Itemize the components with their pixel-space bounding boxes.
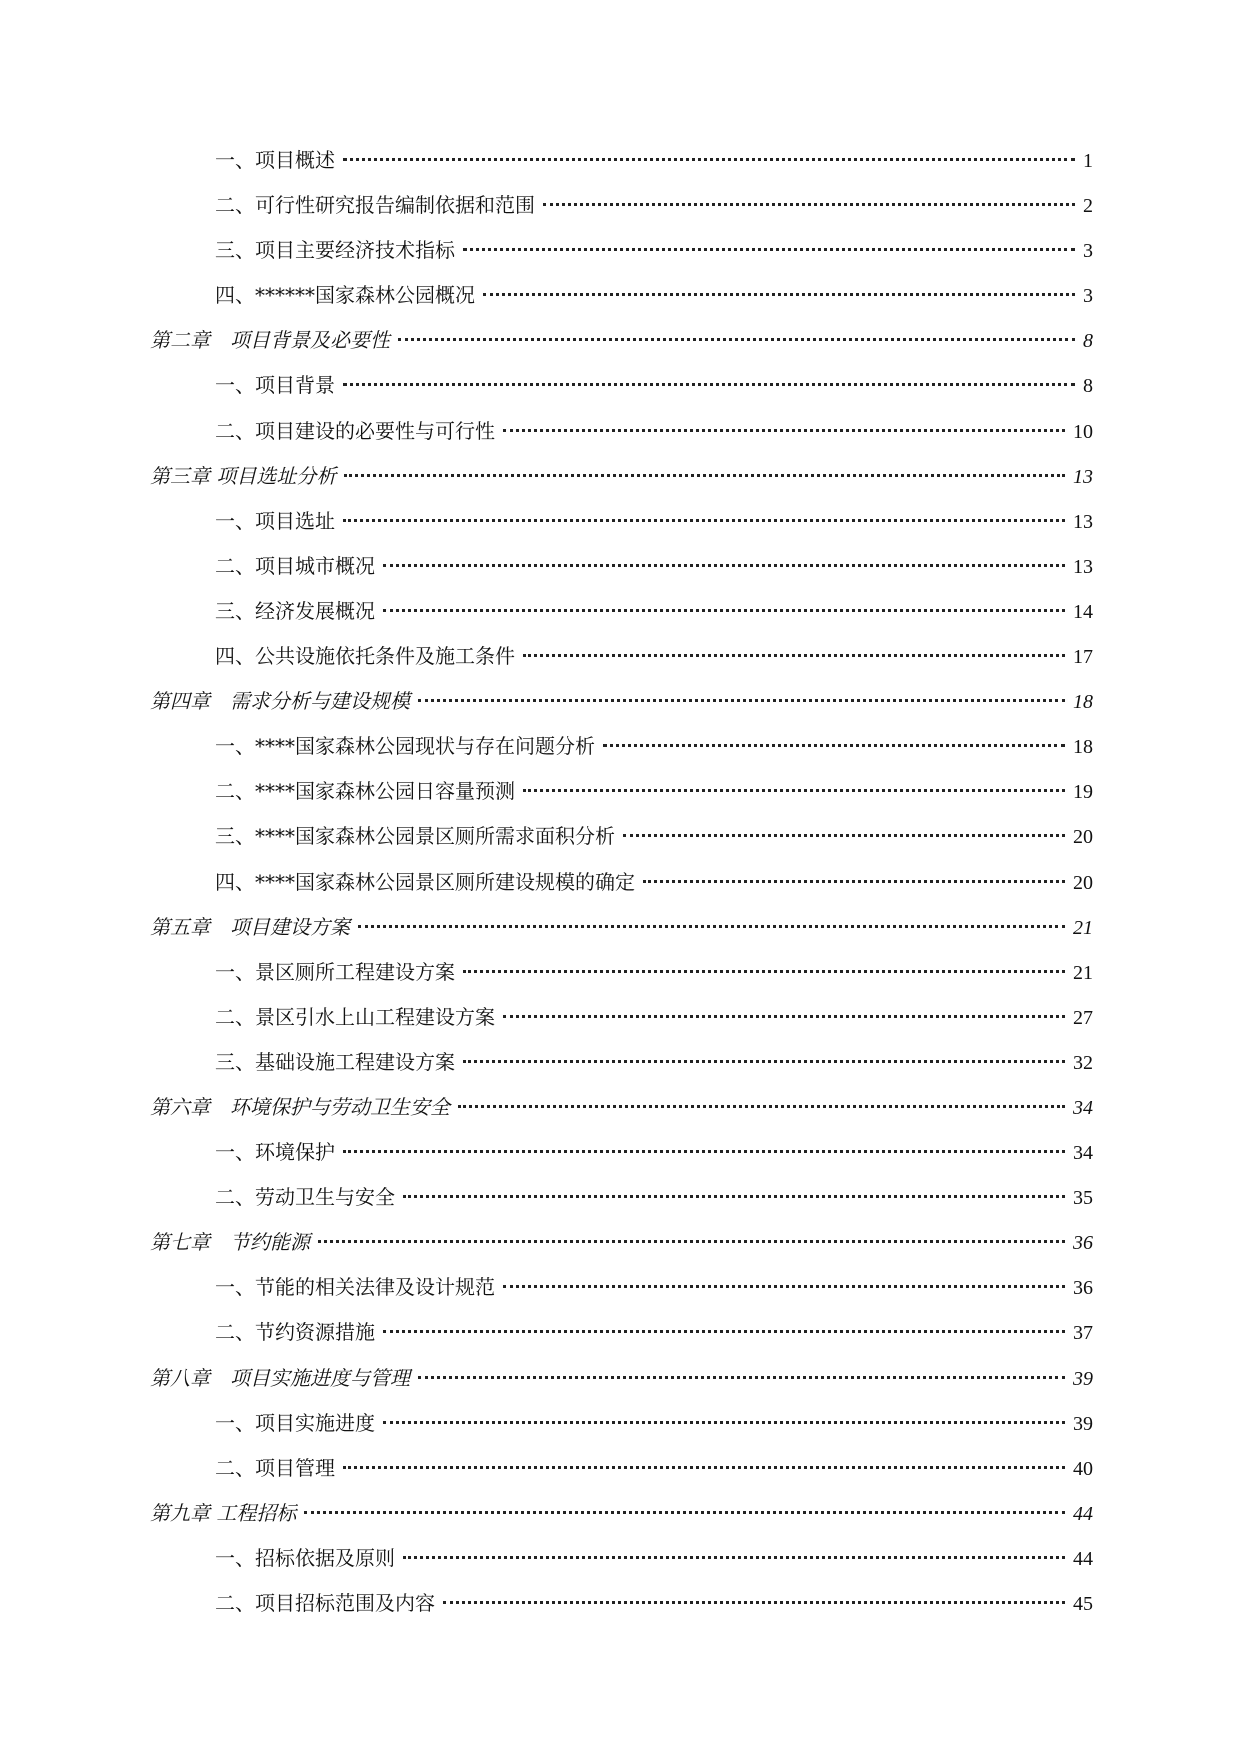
toc-section-entry[interactable] <box>0 957 1241 1002</box>
toc-page-number: 34 <box>1073 1096 1093 1119</box>
toc-entry-title: 二、项目建设的必要性与可行性 <box>215 418 495 443</box>
toc-leader-dots <box>343 383 1075 386</box>
toc-page-number: 20 <box>1073 871 1093 894</box>
toc-section-entry[interactable] <box>0 1588 1241 1633</box>
toc-chapter-entry[interactable] <box>0 686 1241 731</box>
toc-leader-dots <box>503 1285 1065 1288</box>
toc-leader-dots <box>523 789 1065 792</box>
toc-section-entry[interactable] <box>0 1272 1241 1317</box>
toc-page-number: 27 <box>1073 1006 1093 1029</box>
toc-page-number: 3 <box>1083 285 1093 308</box>
toc-leader-dots <box>383 1330 1065 1333</box>
toc-leader-dots <box>318 1240 1065 1243</box>
toc-entry-title: 二、项目管理 <box>215 1455 335 1480</box>
toc-entry-title: 一、项目实施进度 <box>215 1410 375 1435</box>
toc-page-number: 8 <box>1083 375 1093 398</box>
toc-section-entry[interactable] <box>0 280 1241 325</box>
toc-entry-title: 一、环境保护 <box>215 1140 335 1165</box>
toc-entry-title: 第七章 节约能源 <box>150 1230 310 1255</box>
toc-entry-title: 二、节约资源措施 <box>215 1320 375 1345</box>
toc-section-entry[interactable] <box>0 145 1241 190</box>
toc-leader-dots <box>398 338 1075 341</box>
toc-section-entry[interactable] <box>0 641 1241 686</box>
toc-entry-title: 第四章 需求分析与建设规模 <box>150 689 410 714</box>
toc-entry-title: 一、节能的相关法律及设计规范 <box>215 1275 495 1300</box>
toc-leader-dots <box>458 1105 1065 1108</box>
toc-page-number: 44 <box>1073 1547 1093 1570</box>
toc-page-number: 20 <box>1073 826 1093 849</box>
toc-entry-title: 二、景区引水上山工程建设方案 <box>215 1004 495 1029</box>
toc-entry-title: 二、****国家森林公园日容量预测 <box>215 779 515 804</box>
toc-page-number: 10 <box>1073 420 1093 443</box>
toc-leader-dots <box>304 1511 1065 1514</box>
toc-leader-dots <box>343 158 1075 161</box>
toc-page-number: 19 <box>1073 781 1093 804</box>
toc-entry-title: 第六章 环境保护与劳动卫生安全 <box>150 1094 450 1119</box>
toc-entry-title: 二、劳动卫生与安全 <box>215 1185 395 1210</box>
toc-entry-title: 二、可行性研究报告编制依据和范围 <box>215 193 535 218</box>
toc-page-number: 37 <box>1073 1322 1093 1345</box>
toc-section-entry[interactable] <box>0 551 1241 596</box>
toc-chapter-entry[interactable] <box>0 1092 1241 1137</box>
toc-section-entry[interactable] <box>0 776 1241 821</box>
toc-page-number: 13 <box>1073 465 1093 488</box>
toc-section-entry[interactable] <box>0 821 1241 866</box>
toc-leader-dots <box>358 925 1065 928</box>
toc-page-number: 18 <box>1073 736 1093 759</box>
toc-section-entry[interactable] <box>0 190 1241 235</box>
toc-page-number: 36 <box>1073 1277 1093 1300</box>
toc-page-number: 18 <box>1073 691 1093 714</box>
toc-entry-title: 第五章 项目建设方案 <box>150 914 350 939</box>
toc-leader-dots <box>463 1060 1065 1063</box>
toc-entry-title: 第三章 项目选址分析 <box>150 463 337 488</box>
toc-leader-dots <box>523 654 1065 657</box>
toc-leader-dots <box>343 1150 1065 1153</box>
toc-leader-dots <box>343 1466 1065 1469</box>
toc-entry-title: 第二章 项目背景及必要性 <box>150 328 390 353</box>
toc-chapter-entry[interactable] <box>0 912 1241 957</box>
toc-leader-dots <box>463 970 1065 973</box>
toc-leader-dots <box>603 744 1065 747</box>
toc-leader-dots <box>403 1195 1065 1198</box>
toc-leader-dots <box>418 1376 1065 1379</box>
toc-entry-title: 第八章 项目实施进度与管理 <box>150 1365 410 1390</box>
toc-page-number: 40 <box>1073 1457 1093 1480</box>
toc-leader-dots <box>418 699 1065 702</box>
toc-entry-title: 四、公共设施依托条件及施工条件 <box>215 644 515 669</box>
toc-page-number: 44 <box>1073 1502 1093 1525</box>
toc-entry-title: 二、项目城市概况 <box>215 553 375 578</box>
toc-section-entry[interactable] <box>0 1137 1241 1182</box>
toc-page-number: 1 <box>1083 150 1093 172</box>
toc-section-entry[interactable] <box>0 370 1241 415</box>
toc-leader-dots <box>383 1421 1065 1424</box>
toc-page-number: 21 <box>1073 961 1093 984</box>
toc-entry-title: 二、项目招标范围及内容 <box>215 1591 435 1615</box>
toc-entry-title: 三、****国家森林公园景区厕所需求面积分析 <box>215 824 615 849</box>
toc-entry-title: 三、基础设施工程建设方案 <box>215 1049 455 1074</box>
toc-page-number: 35 <box>1073 1187 1093 1210</box>
toc-entry-title: 四、******国家森林公园概况 <box>215 283 475 308</box>
toc-leader-dots <box>503 1015 1065 1018</box>
toc-page-number: 39 <box>1073 1367 1093 1390</box>
toc-page-number: 32 <box>1073 1051 1093 1074</box>
toc-entry-title: 一、项目背景 <box>215 373 335 398</box>
toc-chapter-entry[interactable] <box>0 461 1241 506</box>
toc-section-entry[interactable] <box>0 1047 1241 1092</box>
toc-chapter-entry[interactable] <box>0 1227 1241 1272</box>
toc-page-number: 17 <box>1073 646 1093 669</box>
toc-leader-dots <box>503 429 1065 432</box>
toc-section-entry[interactable] <box>0 1408 1241 1453</box>
toc-page-number: 2 <box>1083 195 1093 218</box>
toc-leader-dots <box>463 248 1075 251</box>
toc-section-entry[interactable] <box>0 731 1241 776</box>
toc-entry-title: 一、****国家森林公园现状与存在问题分析 <box>215 734 595 759</box>
table-of-contents <box>0 145 1241 1633</box>
toc-section-entry[interactable] <box>0 596 1241 641</box>
toc-section-entry[interactable] <box>0 416 1241 461</box>
toc-entry-title: 第九章 工程招标 <box>150 1500 297 1525</box>
toc-page-number: 21 <box>1073 916 1093 939</box>
toc-leader-dots <box>483 293 1075 296</box>
toc-page-number: 3 <box>1083 240 1093 263</box>
toc-leader-dots <box>643 880 1065 883</box>
toc-page-number: 45 <box>1073 1593 1093 1615</box>
toc-section-entry[interactable] <box>0 506 1241 551</box>
toc-page-number: 14 <box>1073 600 1093 623</box>
toc-section-entry[interactable] <box>0 1182 1241 1227</box>
toc-entry-title: 一、招标依据及原则 <box>215 1545 395 1570</box>
toc-section-entry[interactable] <box>0 1543 1241 1588</box>
toc-leader-dots <box>343 519 1065 522</box>
toc-section-entry[interactable] <box>0 867 1241 912</box>
toc-page-number: 36 <box>1073 1232 1093 1255</box>
toc-page-number: 13 <box>1073 510 1093 533</box>
toc-page-number: 34 <box>1073 1142 1093 1165</box>
toc-chapter-entry[interactable] <box>0 1498 1241 1543</box>
toc-chapter-entry[interactable] <box>0 325 1241 370</box>
toc-page-number: 39 <box>1073 1412 1093 1435</box>
toc-page-number: 8 <box>1083 330 1093 353</box>
toc-entry-title: 一、项目概述 <box>215 148 335 172</box>
toc-entry-title: 三、经济发展概况 <box>215 598 375 623</box>
toc-section-entry[interactable] <box>0 235 1241 280</box>
toc-entry-title: 三、项目主要经济技术指标 <box>215 238 455 263</box>
toc-leader-dots <box>543 203 1075 206</box>
toc-entry-title: 四、****国家森林公园景区厕所建设规模的确定 <box>215 869 635 894</box>
toc-section-entry[interactable] <box>0 1453 1241 1498</box>
toc-page-number: 13 <box>1073 555 1093 578</box>
toc-leader-dots <box>403 1556 1065 1559</box>
toc-entry-title: 一、景区厕所工程建设方案 <box>215 959 455 984</box>
toc-leader-dots <box>344 474 1065 477</box>
toc-entry-title: 一、项目选址 <box>215 508 335 533</box>
toc-leader-dots <box>443 1601 1065 1604</box>
toc-leader-dots <box>623 834 1065 837</box>
toc-leader-dots <box>383 609 1065 612</box>
toc-section-entry[interactable] <box>0 1002 1241 1047</box>
toc-leader-dots <box>383 564 1065 567</box>
toc-chapter-entry[interactable] <box>0 1363 1241 1408</box>
toc-section-entry[interactable] <box>0 1317 1241 1362</box>
